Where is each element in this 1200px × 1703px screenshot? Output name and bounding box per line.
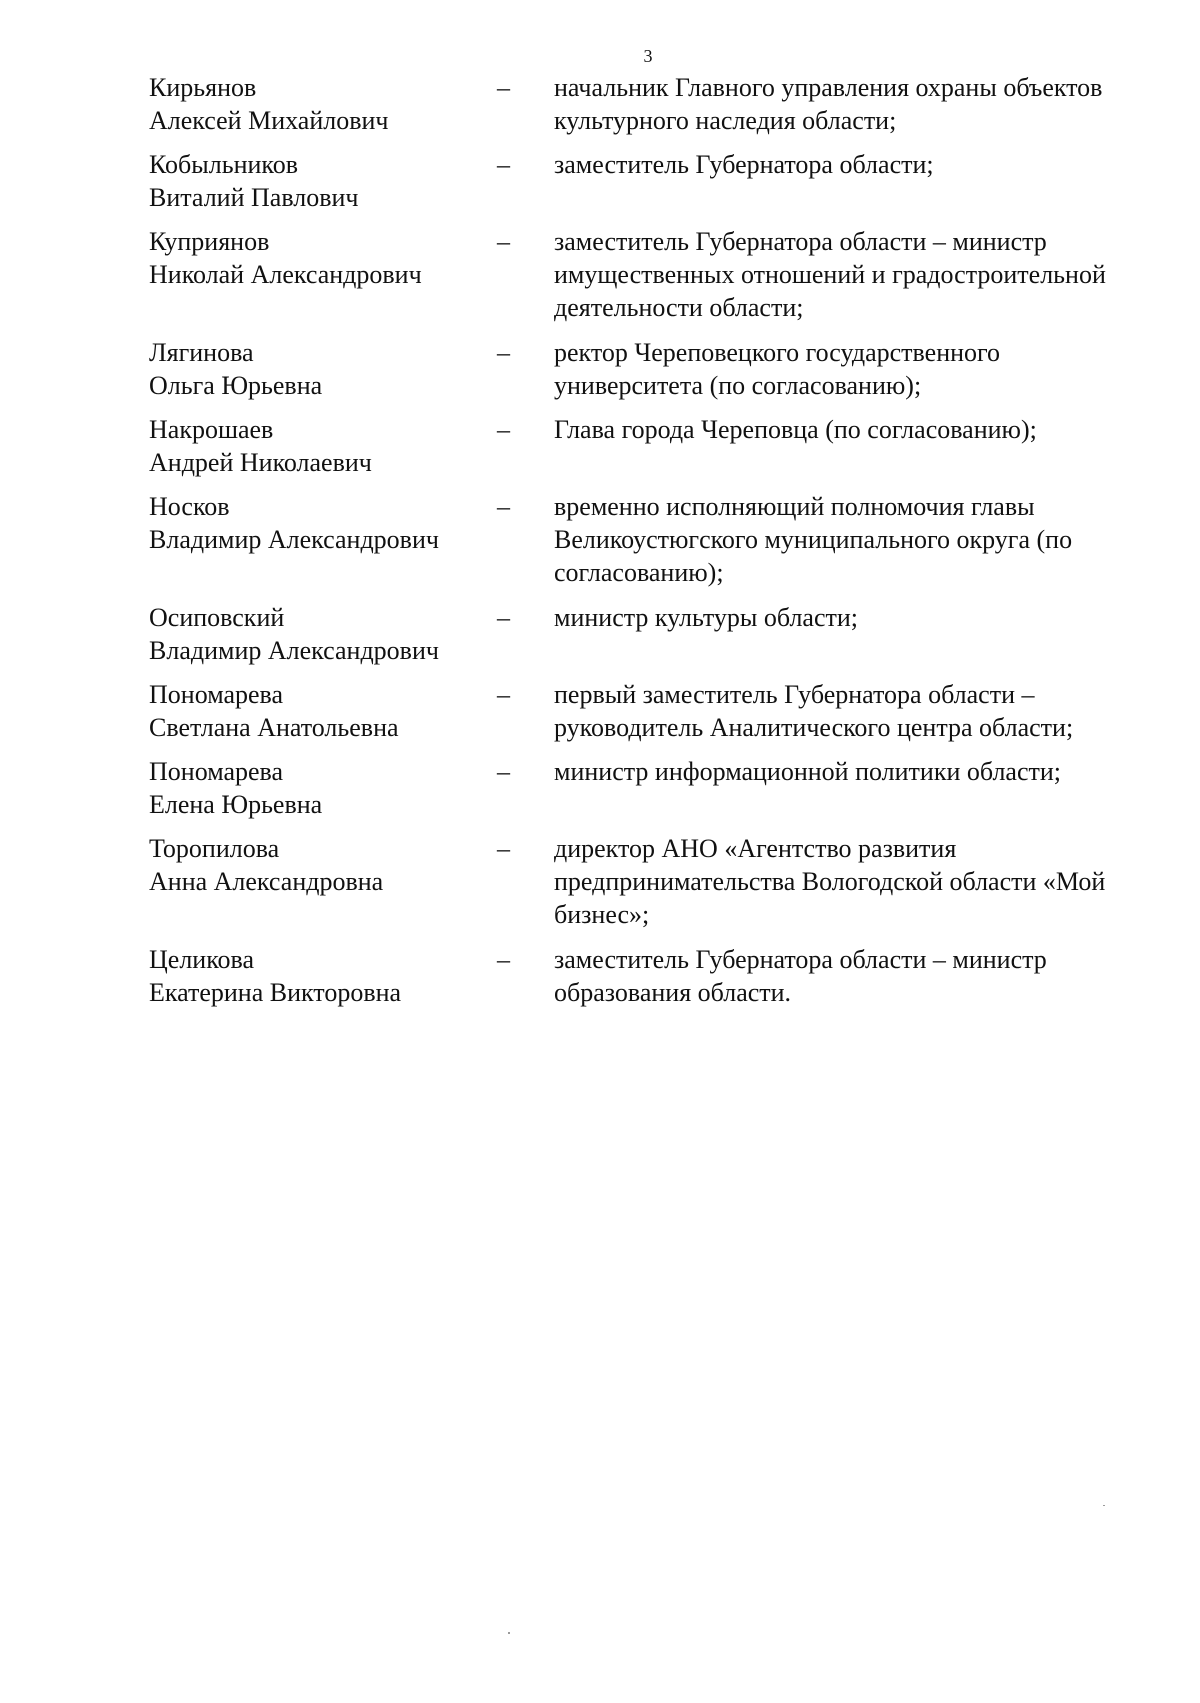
member-entry bbox=[149, 755, 1149, 821]
member-given-names: Виталий Павлович bbox=[149, 183, 359, 212]
member-given-names: Николай Александрович bbox=[149, 260, 422, 289]
member-given-names: Андрей Николаевич bbox=[149, 448, 372, 477]
dash-separator: – bbox=[497, 415, 510, 444]
member-surname: Осиповский bbox=[149, 603, 285, 632]
dash-separator: – bbox=[497, 945, 510, 974]
dash-separator: – bbox=[497, 338, 510, 367]
member-surname: Куприянов bbox=[149, 227, 270, 256]
member-surname: Лягинова bbox=[149, 338, 254, 367]
member-position: министр культуры области; bbox=[554, 603, 859, 632]
member-position: министр информационной политики области; bbox=[554, 757, 1061, 786]
member-position: заместитель Губернатора области – министр имущественных отношений и градостроительной деятельности области; bbox=[554, 227, 1106, 322]
dash-separator: – bbox=[497, 680, 510, 709]
dash-separator: – bbox=[497, 73, 510, 102]
member-entry bbox=[149, 601, 1149, 667]
member-surname: Носков bbox=[149, 492, 230, 521]
dash-separator: – bbox=[497, 492, 510, 521]
member-entry bbox=[149, 943, 1149, 1009]
member-list bbox=[149, 71, 1149, 1020]
member-given-names: Светлана Анатольевна bbox=[149, 713, 399, 742]
member-name bbox=[149, 336, 494, 402]
member-entry bbox=[149, 148, 1149, 214]
member-position: начальник Главного управления охраны объектов культурного наследия области; bbox=[554, 73, 1103, 135]
member-entry bbox=[149, 71, 1149, 137]
member-name bbox=[149, 225, 494, 291]
member-surname: Накрошаев bbox=[149, 415, 274, 444]
member-entry bbox=[149, 678, 1149, 744]
page-number: 3 bbox=[643, 46, 653, 66]
member-surname: Торопилова bbox=[149, 834, 280, 863]
member-position: первый заместитель Губернатора области – руководитель Аналитического центра области; bbox=[554, 680, 1074, 742]
dash-separator: – bbox=[497, 757, 510, 786]
member-given-names: Владимир Александрович bbox=[149, 636, 439, 665]
member-given-names: Алексей Михайлович bbox=[149, 106, 389, 135]
member-surname: Кирьянов bbox=[149, 73, 257, 102]
member-name bbox=[149, 678, 494, 744]
member-name bbox=[149, 71, 494, 137]
dash-separator: – bbox=[497, 834, 510, 863]
member-given-names: Екатерина Викторовна bbox=[149, 978, 402, 1007]
member-name bbox=[149, 755, 494, 821]
member-name bbox=[149, 413, 494, 479]
dash-separator: – bbox=[497, 603, 510, 632]
scan-speck bbox=[1103, 1505, 1105, 1506]
member-surname: Пономарева bbox=[149, 680, 284, 709]
member-name bbox=[149, 490, 494, 556]
member-given-names: Владимир Александрович bbox=[149, 525, 439, 554]
member-entry bbox=[149, 413, 1149, 479]
member-entry bbox=[149, 490, 1149, 589]
member-surname: Целикова bbox=[149, 945, 254, 974]
member-given-names: Анна Александровна bbox=[149, 867, 384, 896]
member-entry bbox=[149, 336, 1149, 402]
member-position: ректор Череповецкого государственного университета (по согласованию); bbox=[554, 338, 1001, 400]
member-entry bbox=[149, 832, 1149, 931]
member-position: временно исполняющий полномочия главы Великоустюгского муниципального округа (по согласованию); bbox=[554, 492, 1073, 587]
scan-speck bbox=[508, 1632, 510, 1634]
member-surname: Пономарева bbox=[149, 757, 284, 786]
member-name bbox=[149, 832, 494, 898]
member-position: директор АНО «Агентство развития предпринимательства Вологодской области «Мой бизнес»; bbox=[554, 834, 1106, 929]
dash-separator: – bbox=[497, 227, 510, 256]
dash-separator: – bbox=[497, 150, 510, 179]
member-name bbox=[149, 601, 494, 667]
member-position: заместитель Губернатора области – министр образования области. bbox=[554, 945, 1047, 1007]
member-given-names: Елена Юрьевна bbox=[149, 790, 323, 819]
member-name bbox=[149, 148, 494, 214]
member-given-names: Ольга Юрьевна bbox=[149, 371, 323, 400]
member-name bbox=[149, 943, 494, 1009]
member-entry bbox=[149, 225, 1149, 324]
member-position: Глава города Череповца (по согласованию); bbox=[554, 415, 1037, 444]
member-position: заместитель Губернатора области; bbox=[554, 150, 934, 179]
member-surname: Кобыльников bbox=[149, 150, 298, 179]
